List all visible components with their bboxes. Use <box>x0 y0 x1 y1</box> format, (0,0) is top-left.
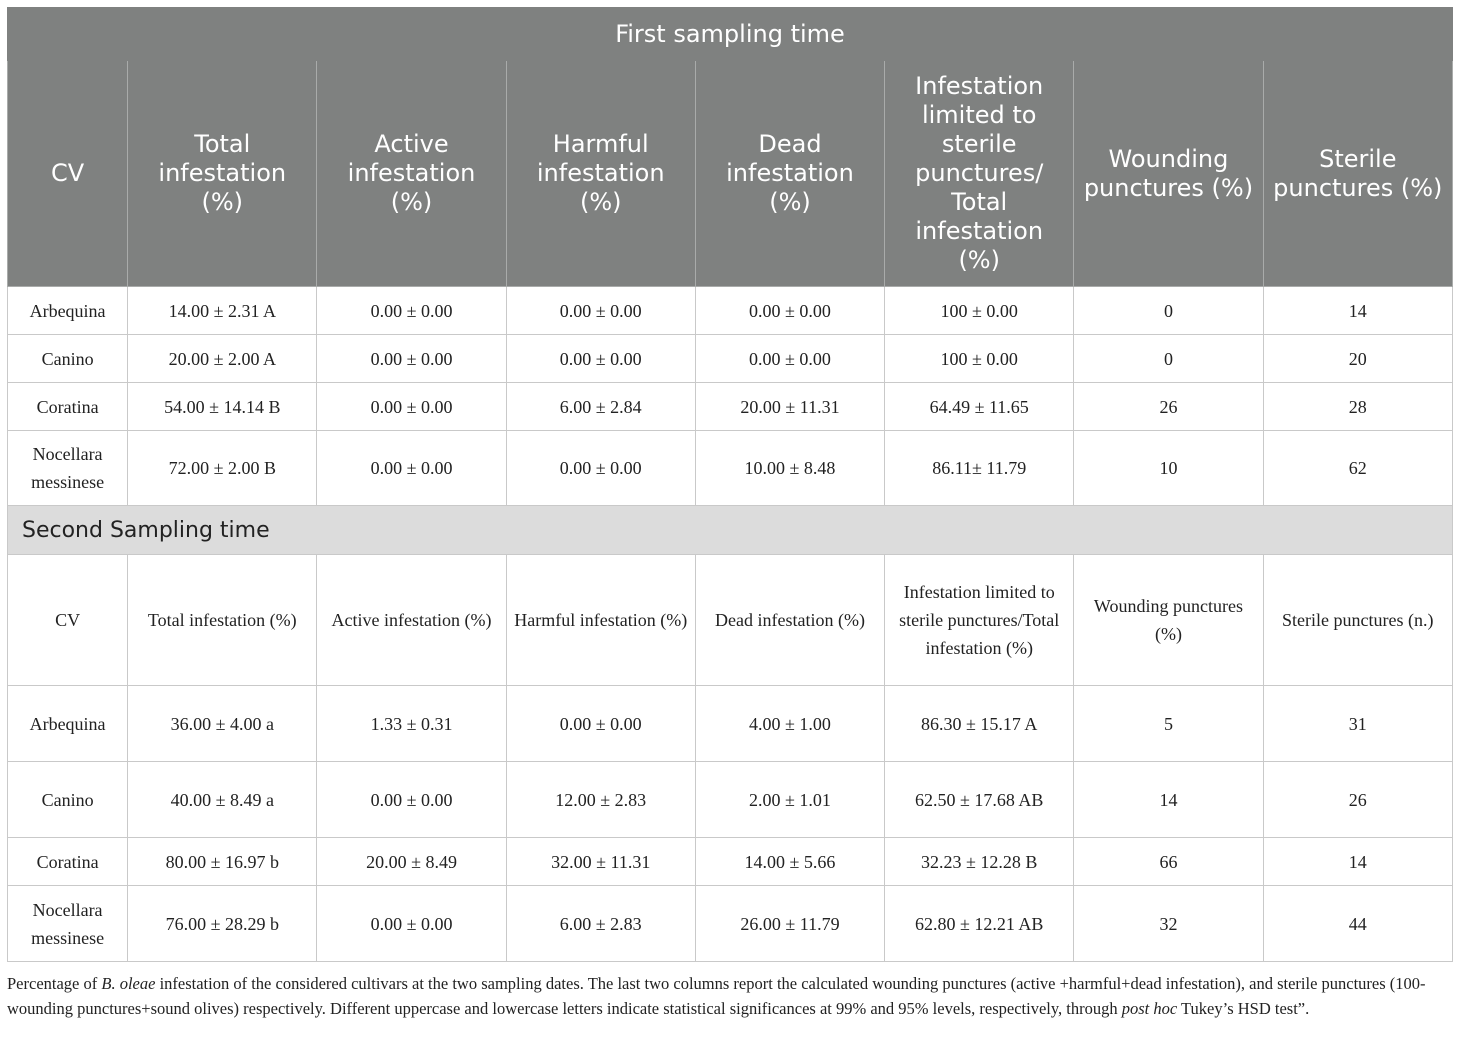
header-sterile-ratio: Infestation limited to sterile punctures/Total infestation (%) <box>885 555 1074 686</box>
header-sterile-punctures: Sterile punctures (%) <box>1263 61 1452 287</box>
cell-wounding: 14 <box>1074 762 1263 838</box>
cell-active: 1.33 ± 0.31 <box>317 686 506 762</box>
cell-dead: 4.00 ± 1.00 <box>695 686 884 762</box>
table-row <box>8 838 1453 886</box>
cell-sterile-ratio: 32.23 ± 12.28 B <box>885 838 1074 886</box>
cell-harmful: 32.00 ± 11.31 <box>506 838 695 886</box>
cell-total: 14.00 ± 2.31 A <box>128 287 317 335</box>
cell-sterile-ratio: 62.50 ± 17.68 AB <box>885 762 1074 838</box>
cell-sterile-ratio: 64.49 ± 11.65 <box>885 383 1074 431</box>
cell-sterile: 31 <box>1263 686 1452 762</box>
cell-cv: Arbequina <box>8 287 128 335</box>
cell-sterile-ratio: 62.80 ± 12.21 AB <box>885 886 1074 962</box>
cell-harmful: 6.00 ± 2.84 <box>506 383 695 431</box>
cell-sterile-ratio: 100 ± 0.00 <box>885 335 1074 383</box>
cell-sterile: 14 <box>1263 287 1452 335</box>
cell-dead: 26.00 ± 11.79 <box>695 886 884 962</box>
cell-sterile-ratio: 86.11± 11.79 <box>885 431 1074 506</box>
cell-cv: Canino <box>8 762 128 838</box>
caption-text-1: Percentage of <box>7 974 102 993</box>
cell-cv: Nocellara messinese <box>8 886 128 962</box>
cell-active: 0.00 ± 0.00 <box>317 886 506 962</box>
infestation-table <box>7 7 1453 962</box>
cell-harmful: 0.00 ± 0.00 <box>506 335 695 383</box>
header-total-infestation: Total infestation (%) <box>128 555 317 686</box>
cell-sterile-ratio: 86.30 ± 15.17 A <box>885 686 1074 762</box>
cell-cv: Canino <box>8 335 128 383</box>
header-cv: CV <box>8 555 128 686</box>
header-dead-infestation: Dead infestation (%) <box>695 555 884 686</box>
cell-active: 0.00 ± 0.00 <box>317 762 506 838</box>
header-dead-infestation: Dead infestation (%) <box>695 61 884 287</box>
cell-cv: Arbequina <box>8 686 128 762</box>
header-total-infestation: Total infestation (%) <box>128 61 317 287</box>
section1-header-row <box>8 61 1453 287</box>
table-row <box>8 287 1453 335</box>
header-sterile-punctures: Sterile punctures (n.) <box>1263 555 1452 686</box>
cell-active: 0.00 ± 0.00 <box>317 335 506 383</box>
cell-sterile: 44 <box>1263 886 1452 962</box>
cell-total: 80.00 ± 16.97 b <box>128 838 317 886</box>
table-row <box>8 335 1453 383</box>
cell-total: 54.00 ± 14.14 B <box>128 383 317 431</box>
cell-sterile: 20 <box>1263 335 1452 383</box>
cell-sterile: 62 <box>1263 431 1452 506</box>
cell-dead: 10.00 ± 8.48 <box>695 431 884 506</box>
table-caption <box>7 971 1455 1021</box>
caption-posthoc: post hoc <box>1121 999 1178 1018</box>
cell-active: 0.00 ± 0.00 <box>317 383 506 431</box>
section1-banner <box>8 8 1453 61</box>
cell-sterile: 28 <box>1263 383 1452 431</box>
cell-dead: 0.00 ± 0.00 <box>695 335 884 383</box>
header-active-infestation: Active infestation (%) <box>317 555 506 686</box>
table-row <box>8 686 1453 762</box>
cell-wounding: 5 <box>1074 686 1263 762</box>
header-wounding-punctures: Wounding punctures (%) <box>1074 555 1263 686</box>
cell-wounding: 10 <box>1074 431 1263 506</box>
cell-wounding: 32 <box>1074 886 1263 962</box>
cell-sterile-ratio: 100 ± 0.00 <box>885 287 1074 335</box>
cell-harmful: 0.00 ± 0.00 <box>506 686 695 762</box>
cell-wounding: 26 <box>1074 383 1263 431</box>
cell-total: 36.00 ± 4.00 a <box>128 686 317 762</box>
cell-cv: Coratina <box>8 383 128 431</box>
cell-dead: 0.00 ± 0.00 <box>695 287 884 335</box>
table-row <box>8 886 1453 962</box>
cell-dead: 14.00 ± 5.66 <box>695 838 884 886</box>
header-sterile-ratio: Infestation limited to sterile punctures/ Total infestation (%) <box>885 61 1074 287</box>
header-harmful-infestation: Harmful infestation (%) <box>506 61 695 287</box>
cell-total: 76.00 ± 28.29 b <box>128 886 317 962</box>
section2-header-row <box>8 555 1453 686</box>
caption-species: B. oleae <box>101 974 156 993</box>
cell-wounding: 0 <box>1074 287 1263 335</box>
section1-title: First sampling time <box>8 8 1453 61</box>
cell-dead: 20.00 ± 11.31 <box>695 383 884 431</box>
cell-total: 20.00 ± 2.00 A <box>128 335 317 383</box>
table-row <box>8 383 1453 431</box>
cell-wounding: 0 <box>1074 335 1263 383</box>
table-row <box>8 431 1453 506</box>
results-table-container <box>7 7 1453 962</box>
cell-sterile: 14 <box>1263 838 1452 886</box>
cell-active: 20.00 ± 8.49 <box>317 838 506 886</box>
cell-wounding: 66 <box>1074 838 1263 886</box>
cell-harmful: 0.00 ± 0.00 <box>506 287 695 335</box>
caption-text-3: Tukey’s HSD test”. <box>1177 999 1310 1018</box>
section2-banner <box>8 506 1453 555</box>
cell-active: 0.00 ± 0.00 <box>317 287 506 335</box>
section2-title: Second Sampling time <box>8 506 1453 555</box>
cell-dead: 2.00 ± 1.01 <box>695 762 884 838</box>
cell-active: 0.00 ± 0.00 <box>317 431 506 506</box>
cell-harmful: 0.00 ± 0.00 <box>506 431 695 506</box>
header-harmful-infestation: Harmful infestation (%) <box>506 555 695 686</box>
table-row <box>8 762 1453 838</box>
cell-sterile: 26 <box>1263 762 1452 838</box>
cell-cv: Coratina <box>8 838 128 886</box>
cell-total: 40.00 ± 8.49 a <box>128 762 317 838</box>
cell-total: 72.00 ± 2.00 B <box>128 431 317 506</box>
caption-text-2: infestation of the considered cultivars at the two sampling dates. The last two columns report the calculated wounding punctures (active +harmful+dead infestation), and sterile punctures (100-wounding punctures+sound olives) respectively. Different uppercase and lowercase letters indicate statistical significances at 99% and 95% levels, respectively, through <box>7 974 1426 1018</box>
header-cv: CV <box>8 61 128 287</box>
cell-harmful: 6.00 ± 2.83 <box>506 886 695 962</box>
header-wounding-punctures: Wounding punctures (%) <box>1074 61 1263 287</box>
cell-harmful: 12.00 ± 2.83 <box>506 762 695 838</box>
header-active-infestation: Active infestation (%) <box>317 61 506 287</box>
cell-cv: Nocellara messinese <box>8 431 128 506</box>
